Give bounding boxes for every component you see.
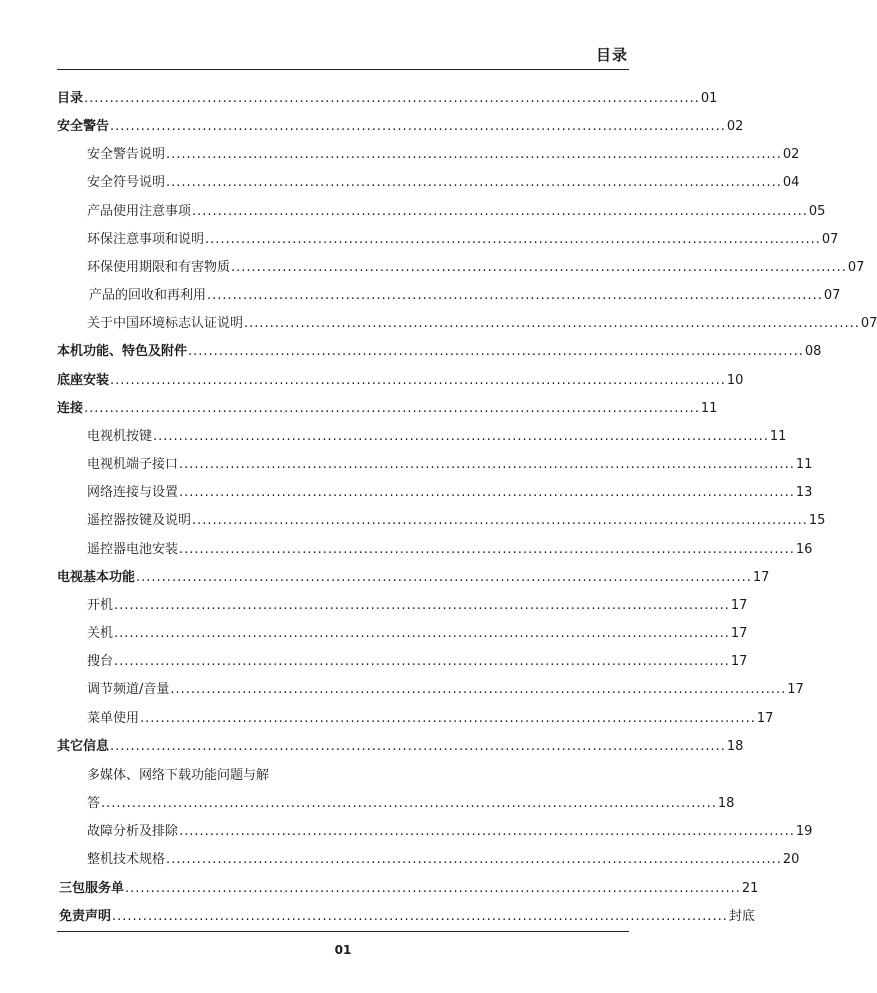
toc-leader-dots: ........................................................................................................................ xyxy=(112,909,728,924)
toc-entry-page: 08 xyxy=(804,344,822,359)
toc-entry-label: 整机技术规格 xyxy=(87,852,166,867)
toc-leader-dots: ........................................................................................................................ xyxy=(179,542,795,557)
toc-entry-page: 13 xyxy=(795,485,813,500)
toc-leader-dots: ........................................................................................................................ xyxy=(166,852,782,867)
toc-entry-label: 环保注意事项和说明 xyxy=(87,232,205,247)
toc-leader-dots: ........................................................................................................................ xyxy=(188,344,804,359)
toc-leader-dots: ........................................................................................................................ xyxy=(179,824,795,839)
toc-leader-dots: ........................................................................................................................ xyxy=(179,457,795,472)
toc-entry-label: 电视机端子接口 xyxy=(87,457,179,472)
toc-leader-dots: ........................................................................................................................ xyxy=(170,682,787,697)
toc-entry-label: 安全警告 xyxy=(57,119,110,134)
toc-entry-label: 免责声明 xyxy=(59,909,112,924)
toc-entry[interactable] xyxy=(87,427,787,447)
toc-entry-page: 19 xyxy=(795,824,813,839)
toc-entry[interactable] xyxy=(87,258,865,278)
toc-leader-dots: ........................................................................................................................ xyxy=(101,796,717,811)
toc-leader-dots: ........................................................................................................................ xyxy=(114,626,730,641)
toc-entry-page: 04 xyxy=(782,175,800,190)
toc-entry-page: 18 xyxy=(717,796,735,811)
toc-entry-page: 16 xyxy=(795,542,813,557)
toc-entry-label: 菜单使用 xyxy=(87,711,140,726)
toc-leader-dots: ........................................................................................................................ xyxy=(231,260,847,275)
toc-entry-page: 17 xyxy=(730,654,748,669)
toc-entry[interactable] xyxy=(87,850,800,870)
toc-leader-dots: ........................................................................................................................ xyxy=(140,711,756,726)
toc-entry-label: 搜台 xyxy=(87,654,114,669)
toc-entry-label: 电视机按键 xyxy=(87,429,153,444)
toc-entry[interactable] xyxy=(57,342,822,362)
toc-entry[interactable] xyxy=(59,879,759,899)
toc-entry[interactable] xyxy=(87,511,826,531)
toc-entry-label: 关于中国环境标志认证说明 xyxy=(87,316,244,331)
toc-entry-page: 18 xyxy=(726,739,744,754)
toc-entry[interactable] xyxy=(87,794,735,814)
toc-entry[interactable] xyxy=(87,230,839,250)
toc-entry-page: 15 xyxy=(808,513,826,528)
toc-leader-dots: ........................................................................................................................ xyxy=(166,147,782,162)
toc-entry-label: 安全警告说明 xyxy=(87,147,166,162)
toc-leader-dots: ........................................................................................................................ xyxy=(207,288,823,303)
toc-entry-label: 开机 xyxy=(87,598,114,613)
toc-leader-dots: ........................................................................................................................ xyxy=(153,429,769,444)
toc-entry-label: 调节频道/音量 xyxy=(87,682,170,697)
toc-leader-dots: ........................................................................................................................ xyxy=(114,598,730,613)
toc-entry-wrapped[interactable] xyxy=(87,766,329,786)
toc-entry-page: 11 xyxy=(700,401,718,416)
toc-leader-dots: ........................................................................................................................ xyxy=(179,485,795,500)
toc-leader-dots: ........................................................................................................................ xyxy=(84,91,700,106)
toc-leader-dots: ........................................................................................................................ xyxy=(205,232,821,247)
toc-leader-dots: ........................................................................................................................ xyxy=(114,654,730,669)
toc-leader-dots: ........................................................................................................................ xyxy=(110,119,726,134)
toc-entry[interactable] xyxy=(87,145,800,165)
toc-entry[interactable] xyxy=(59,907,755,927)
toc-entry[interactable] xyxy=(87,540,813,560)
toc-leader-dots: ........................................................................................................................ xyxy=(110,739,726,754)
toc-entry[interactable] xyxy=(57,568,770,588)
toc-entry-page: 21 xyxy=(741,881,759,896)
toc-entry[interactable] xyxy=(87,173,800,193)
toc-entry-page: 07 xyxy=(860,316,877,331)
footer-divider xyxy=(57,931,629,932)
toc-leader-dots: ........................................................................................................................ xyxy=(244,316,860,331)
toc-entry[interactable] xyxy=(87,202,826,222)
toc-entry-label: 多媒体、网络下载功能问题与解 xyxy=(87,768,270,783)
toc-entry-label: 环保使用期限和有害物质 xyxy=(87,260,231,275)
toc-entry[interactable] xyxy=(57,737,744,757)
toc-entry-label: 本机功能、特色及附件 xyxy=(57,344,188,359)
toc-entry-label: 遥控器电池安装 xyxy=(87,542,179,557)
toc-entry-page: 10 xyxy=(726,373,744,388)
toc-entry[interactable] xyxy=(87,822,813,842)
toc-entry-page: 11 xyxy=(795,457,813,472)
toc-entry-page: 11 xyxy=(769,429,787,444)
toc-leader-dots: ........................................................................................................................ xyxy=(192,204,808,219)
toc-entry-page: 05 xyxy=(808,204,826,219)
toc-entry[interactable] xyxy=(87,709,774,729)
toc-entry-label: 产品的回收和再利用 xyxy=(89,288,207,303)
toc-entry-page: 17 xyxy=(787,682,804,697)
toc-entry-page: 封底 xyxy=(728,909,755,924)
toc-entry[interactable] xyxy=(87,314,877,334)
page-title: 目录 xyxy=(595,46,628,64)
toc-entry-page: 17 xyxy=(756,711,774,726)
page-number: 01 xyxy=(334,943,352,957)
toc-entry[interactable] xyxy=(87,483,813,503)
toc-entry[interactable] xyxy=(57,89,718,109)
toc-leader-dots: ........................................................................................................................ xyxy=(192,513,808,528)
toc-entry[interactable] xyxy=(87,596,748,616)
toc-leader-dots: ........................................................................................................................ xyxy=(110,373,726,388)
toc-entry-label: 答 xyxy=(87,796,101,811)
toc-entry-page: 01 xyxy=(700,91,718,106)
toc-entry-label: 底座安装 xyxy=(57,373,110,388)
toc-leader-dots: ........................................................................................................................ xyxy=(84,401,700,416)
toc-entry[interactable] xyxy=(57,371,744,391)
toc-entry-page: 20 xyxy=(782,852,800,867)
toc-entry-page: 02 xyxy=(782,147,800,162)
toc-entry-page: 17 xyxy=(730,626,748,641)
toc-entry[interactable] xyxy=(87,455,813,475)
toc-leader-dots: ........................................................................................................................ xyxy=(136,570,752,585)
toc-entry-page: 07 xyxy=(823,288,841,303)
toc-entry[interactable] xyxy=(89,286,841,306)
toc-entry-page: 07 xyxy=(847,260,865,275)
toc-entry-label: 故障分析及排除 xyxy=(87,824,179,839)
toc-entry-page: 17 xyxy=(730,598,748,613)
toc-entry[interactable] xyxy=(87,680,804,700)
toc-entry-label: 其它信息 xyxy=(57,739,110,754)
toc-entry[interactable] xyxy=(57,117,744,137)
toc-entry-page: 02 xyxy=(726,119,744,134)
toc-entry-label: 电视基本功能 xyxy=(57,570,136,585)
header-divider xyxy=(57,69,629,70)
toc-entry-page: 17 xyxy=(752,570,770,585)
toc-entry-label: 遥控器按键及说明 xyxy=(87,513,192,528)
toc-entry[interactable] xyxy=(87,624,748,644)
toc-entry-page: 07 xyxy=(821,232,839,247)
toc-entry-label: 安全符号说明 xyxy=(87,175,166,190)
toc-entry-label: 目录 xyxy=(57,91,84,106)
toc-entry-label: 连接 xyxy=(57,401,84,416)
toc-leader-dots: ........................................................................................................................ xyxy=(166,175,782,190)
toc-entry[interactable] xyxy=(87,652,748,672)
toc-entry-label: 关机 xyxy=(87,626,114,641)
toc-entry-label: 三包服务单 xyxy=(59,881,125,896)
toc-leader-dots: ........................................................................................................................ xyxy=(125,881,741,896)
toc-entry[interactable] xyxy=(57,399,718,419)
toc-entry-label: 产品使用注意事项 xyxy=(87,204,192,219)
toc-entry-label: 网络连接与设置 xyxy=(87,485,179,500)
